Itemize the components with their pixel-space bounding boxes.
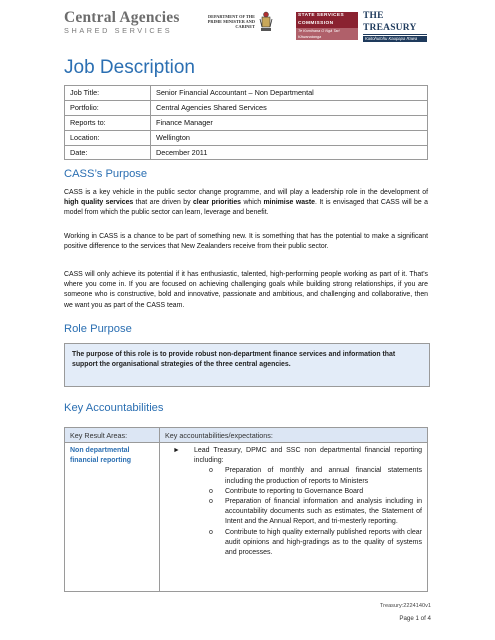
- treasury-logo-subtitle: Kaitohutohu Kaupapa Rawa: [363, 36, 427, 42]
- dpmc-logo-text: DEPARTMENT OF THE PRIME MINISTER AND CABINET: [207, 14, 255, 30]
- sub-item-text: Preparation of monthly and annual financial statements including the production of reports to Ministers: [225, 467, 422, 485]
- circle-bullet-icon: o: [209, 498, 213, 506]
- table-row: [65, 443, 428, 592]
- info-value: Wellington: [151, 130, 428, 145]
- text-run: CASS is a key vehicle in the public sector change programme, and will play a leadership role in the development of: [64, 189, 428, 196]
- table-row: [65, 115, 428, 130]
- page-title: Job Description: [64, 57, 195, 78]
- table-row: [65, 130, 428, 145]
- info-label: Reports to:: [65, 115, 151, 130]
- table-header-row: [65, 428, 428, 443]
- central-agencies-logo: [64, 10, 180, 36]
- info-label: Job Title:: [65, 86, 151, 101]
- text-run: which: [241, 199, 264, 207]
- info-value: Senior Financial Accountant – Non Departmental: [151, 86, 428, 101]
- treasury-logo-title: THE TREASURY: [363, 10, 427, 35]
- logo-central-agencies-title: Central Agencies: [64, 9, 180, 26]
- ssc-logo-title: STATE SERVICES COMMISSION: [296, 12, 358, 28]
- triangle-bullet-icon: ►: [173, 447, 180, 454]
- bold-text: minimise waste: [263, 199, 315, 207]
- role-purpose-heading: Role Purpose: [64, 323, 132, 335]
- info-value: Finance Manager: [151, 115, 428, 130]
- page-number: Page 1 of 4: [399, 615, 431, 622]
- list-item: [165, 528, 422, 559]
- column-header-accountabilities: Key accountabilities/expectations:: [160, 428, 428, 443]
- sub-item-text: Preparation of financial information and analysis including in accountability documents such as estimates, the Statement of Intent and the Annual Report, and tri-mesterly reporting.: [225, 498, 422, 526]
- dpmc-logo: [200, 11, 273, 33]
- info-value: Central Agencies Shared Services: [151, 100, 428, 115]
- text-run: that are driven by: [133, 199, 193, 207]
- cass-purpose-paragraph-1: [64, 188, 428, 219]
- bold-text: high quality services: [64, 199, 134, 207]
- logo-shared-services-subtitle: SHARED SERVICES: [64, 26, 173, 35]
- ssc-logo-subtitle: Te Komihana O Ngā Tari Kāwanatanga: [296, 28, 358, 40]
- treasury-logo: [363, 10, 427, 42]
- bold-text: clear priorities: [192, 199, 241, 207]
- sub-item-text: Contribute to high quality externally published reports with clear audit opinions and high-gradings as to the quality of systems and processes.: [225, 528, 422, 557]
- table-row: [65, 100, 428, 115]
- key-accountabilities-heading: Key Accountabilities: [64, 402, 164, 414]
- circle-bullet-icon: o: [209, 487, 213, 495]
- info-label: Date:: [65, 145, 151, 160]
- cass-purpose-paragraph-3: CASS will only achieve its potential if it has enthusiastic, talented, high-performing people working as part of it. That’s where you come in. If you are focused on achieving challenging goals while building strong relationships, if you are someone who is constructive, bold and innovative, passionate and ambitious, and challenging and collaborative, then we want you as part of the CASS team.: [64, 271, 428, 309]
- key-accountabilities-table: [64, 427, 428, 592]
- sub-item-text: Contribute to reporting to Governance Board: [225, 487, 364, 495]
- info-label: Portfolio:: [65, 100, 151, 115]
- list-item: [165, 446, 422, 466]
- info-value: December 2011: [151, 145, 428, 160]
- role-purpose-box: The purpose of this role is to provide robust non-department finance services and information that support the organisational strategies of the three central agencies.: [64, 343, 430, 387]
- cass-purpose-paragraph-2: Working in CASS is a chance to be part of something new. It is something that has the potential to make a significant positive difference to the services that New Zealanders receive from their public sector.: [64, 233, 428, 251]
- document-reference: Treasury:2224140v1: [379, 603, 431, 609]
- circle-bullet-icon: o: [209, 467, 213, 475]
- table-row: [65, 145, 428, 160]
- table-row: [65, 86, 428, 101]
- text-run: . It is envisaged that CASS will be a model from which the public sector can learn, leverage and benefit.: [64, 199, 429, 217]
- list-item: [165, 487, 422, 497]
- accountability-lead-text: Lead Treasury, DPMC and SSC non departmental financial reporting including:: [194, 447, 422, 465]
- list-item: [165, 497, 422, 528]
- ssc-logo: [296, 12, 358, 40]
- coat-of-arms-icon: [259, 11, 273, 33]
- cass-purpose-heading: CASS’s Purpose: [64, 168, 148, 180]
- column-header-key-result-areas: Key Result Areas:: [65, 428, 160, 443]
- circle-bullet-icon: o: [209, 528, 213, 536]
- list-item: [165, 466, 422, 486]
- result-area-cell: Non departmental financial reporting: [65, 443, 160, 592]
- accountabilities-cell: [160, 443, 428, 592]
- info-label: Location:: [65, 130, 151, 145]
- job-info-table: [64, 85, 428, 160]
